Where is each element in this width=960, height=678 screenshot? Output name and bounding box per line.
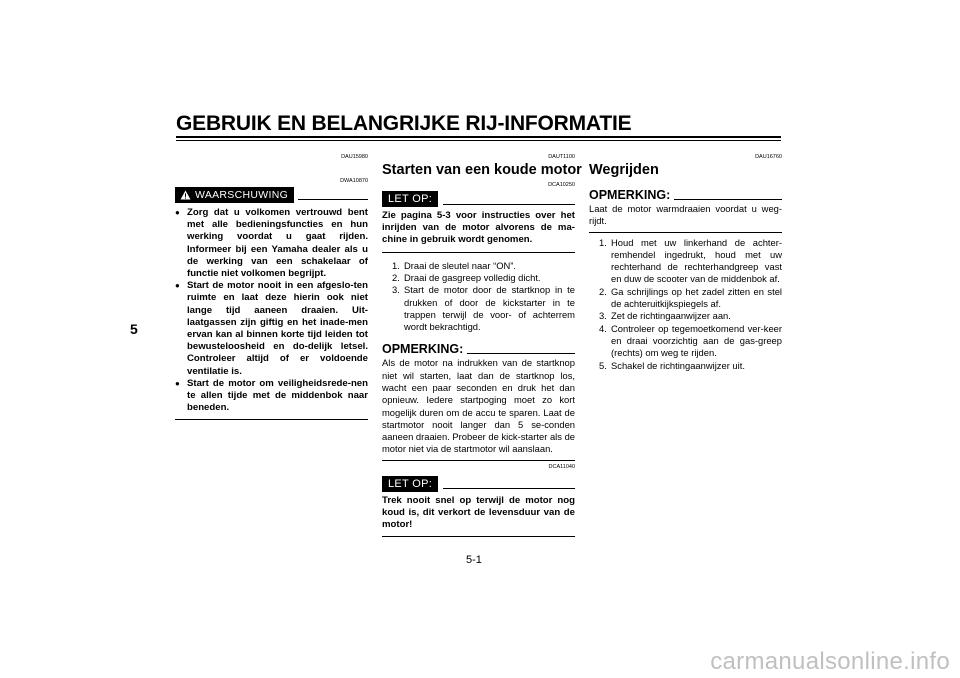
caution-badge: LET OP: <box>382 191 438 207</box>
doc-code: DCA10250 <box>548 182 575 188</box>
doc-code: DWA10870 <box>340 178 368 184</box>
warning-triangle-icon <box>180 190 191 200</box>
list-item: 2. Draai de gasgreep volledig dicht. <box>392 271 541 283</box>
bullet-icon: ● <box>175 281 180 291</box>
list-item: ● Start de motor om veiligheidsrede-nen te allen tijde met de middenbok naar beneden. <box>175 377 368 414</box>
note-label: OPMERKING: <box>589 188 671 202</box>
column-riding-off <box>589 154 782 372</box>
warning-rule <box>298 199 368 200</box>
list-item: 4. Controleer op tegemoetkomend ver-keer en draai voorzichtig aan de gas-greep (rechts) om weg te rijden. <box>599 322 782 359</box>
list-item: 1. Draai de sleutel naar “ON”. <box>392 259 517 271</box>
warning-label: WAARSCHUWING <box>195 189 289 201</box>
doc-code: DAUT1100 <box>548 154 575 160</box>
caution-header <box>382 476 575 492</box>
column-cold-start <box>382 154 582 537</box>
note-header <box>589 188 782 202</box>
note-text: Laat de motor warmdraaien voordat u weg-rijdt. <box>589 203 782 227</box>
note-end-rule <box>589 232 782 233</box>
warning-badge <box>175 187 294 203</box>
warning-list <box>175 207 368 414</box>
bullet-icon: ● <box>175 378 180 388</box>
caution-text: Zie pagina 5-3 voor instructies over het inrijden van de motor alvorens de ma-chine in gebruik wordt genomen. <box>382 210 575 246</box>
section-heading: Wegrijden <box>589 162 659 178</box>
note-header <box>382 342 575 356</box>
caution-header <box>382 191 575 207</box>
watermark: carmanualsonline.info <box>710 648 950 675</box>
caution-end-rule <box>382 252 575 253</box>
note-rule <box>467 353 575 354</box>
bullet-icon: ● <box>175 208 180 217</box>
warning-header <box>175 187 368 203</box>
doc-code: DAU15980 <box>341 154 368 160</box>
caution-end-rule <box>382 536 575 537</box>
caution-rule <box>443 204 575 205</box>
warning-end-rule <box>175 419 368 420</box>
list-item: 1. Houd met uw linkerhand de achter-remhendel ingedrukt, houd met uw rechterhand de rechterhandgreep vast en duw de scooter van de middenbok af. <box>599 236 782 285</box>
page-number: 5-1 <box>466 554 482 566</box>
list-item: 2. Ga schrijlings op het zadel zitten en stel de achteruitkijkspiegels af. <box>599 285 782 310</box>
chapter-tab: 5 <box>130 321 138 337</box>
page-title: GEBRUIK EN BELANGRIJKE RIJ-INFORMATIE <box>176 112 632 135</box>
title-rule-thin <box>176 140 781 141</box>
list-item: 5. Schakel de richtingaanwijzer uit. <box>599 359 745 371</box>
section-heading: Starten van een koude motor <box>382 162 582 178</box>
note-rule <box>674 199 782 200</box>
list-item: ● Start de motor nooit in een afgeslo-ten ruimte en laat deze hierin ook niet lange tijd aaneen draaien. Uit-laatgassen zijn giftig en het inade-men ervan kan al binnen korte tijd leiden tot bewusteloosheid en do-delijk letsel. Controleer altijd of er voldoende ventilatie is. <box>175 280 368 377</box>
caution-rule <box>443 488 575 489</box>
doc-code: DCA11040 <box>548 463 575 470</box>
caution-text: Trek nooit snel op terwijl de motor nog koud is, dit verkort de levensduur van de motor! <box>382 494 575 531</box>
column-warning <box>175 154 368 420</box>
list-item: ● Zorg dat u volkomen vertrouwd bent met alle bedieningsfuncties en hun werking voordat u gaat rijden. Informeer bij een Yamaha dealer als u de werking van een schakelaar of functie niet volkomen begrijpt. <box>175 207 368 280</box>
start-steps <box>382 260 575 334</box>
list-item: 3. Start de motor door de startknop in te drukken of door de kickstarter in te trappen terwijl de voor- of achterrem wordt bekrachtigd. <box>392 284 575 333</box>
note-end-rule <box>382 460 575 461</box>
ride-steps <box>589 237 782 372</box>
doc-code: DAU16760 <box>755 154 782 160</box>
note-text: Als de motor na indrukken van de startknop niet wil starten, laat dan de startknop los, wacht een paar seconden en druk het dan opnieuw. Iedere startpoging moet zo kort mogelijk duren om de accu te sparen. Laat de startmotor nooit langer dan 5 se-conden aaneen draaien. Probeer de kick-starter als de motor niet via de startmotor wil aanslaan. <box>382 357 575 455</box>
title-rule <box>176 136 781 138</box>
list-item: 3. Zet de richtingaanwijzer aan. <box>599 310 731 322</box>
caution-badge: LET OP: <box>382 476 438 492</box>
note-label: OPMERKING: <box>382 342 464 357</box>
